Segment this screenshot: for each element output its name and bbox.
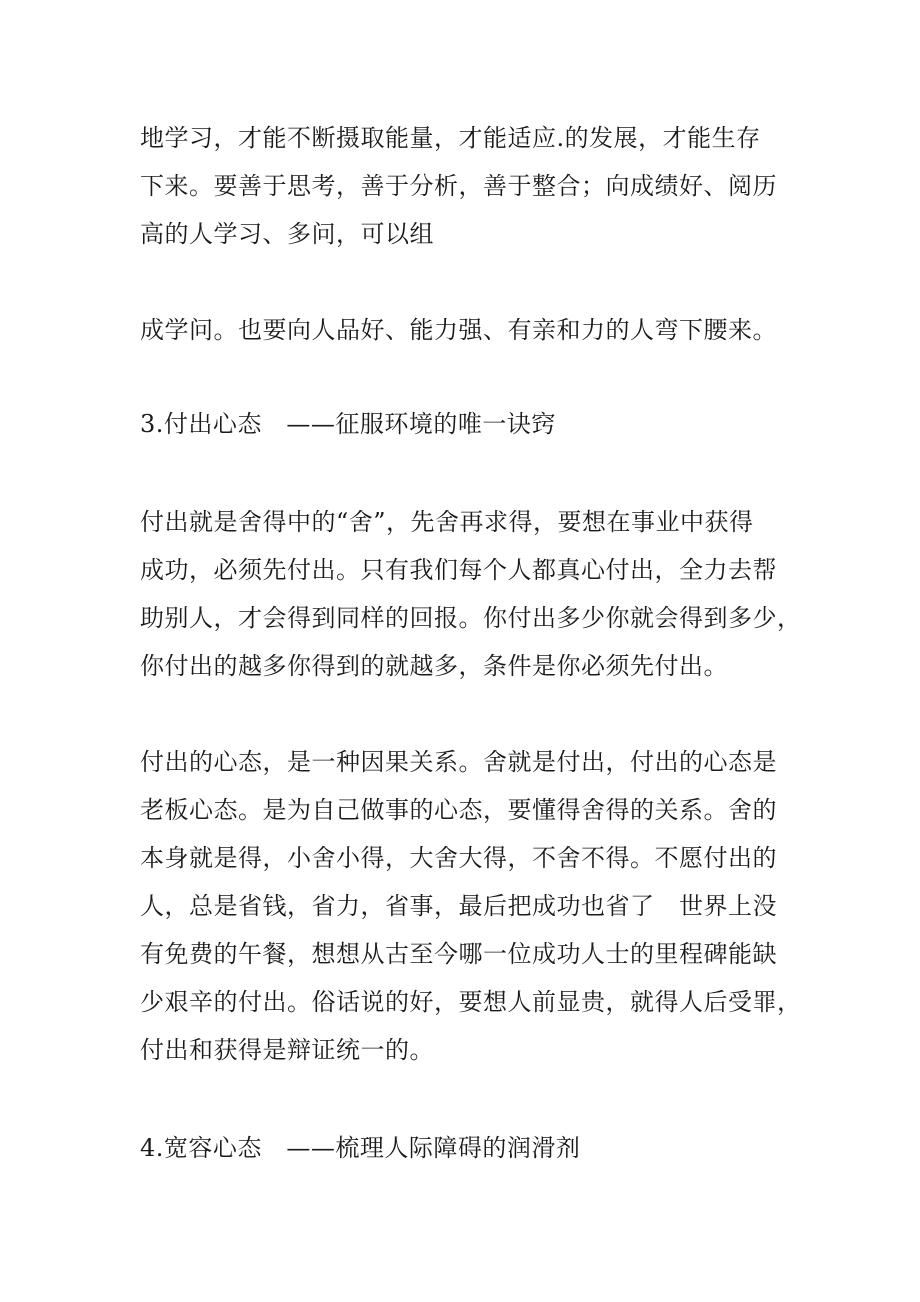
paragraph-1-line-2: 下来。要善于思考，善于分析，善于整合；向成绩好、阅历 [140,172,777,200]
paragraph-5-line-4: 人，总是省钱，省力，省事，最后把成功也省了 世界上没 [140,892,777,920]
paragraph-4-line-1: 付出就是舍得中的“舍”，先舍再求得，要想在事业中获得 [140,508,754,536]
section-heading-3: 3.付出心态 ——征服环境的唯一诀窍 [140,410,556,438]
paragraph-1-line-3: 高的人学习、多问，可以组 [140,220,434,248]
section-heading-4: 4.宽容心态 ——梳理人际障碍的润滑剂 [140,1134,581,1162]
paragraph-2-line-1: 成学问。也要向人品好、能力强、有亲和力的人弯下腰来。 [140,316,777,344]
paragraph-5-line-5: 有免费的午餐，想想从古至今哪一位成功人士的里程碑能缺 [140,940,777,968]
paragraph-4-line-3: 助别人，才会得到同样的回报。你付出多少你就会得到多少， [140,604,802,632]
paragraph-4-line-2: 成功，必须先付出。只有我们每个人都真心付出，全力去帮 [140,556,777,584]
paragraph-5-line-2: 老板心态。是为自己做事的心态，要懂得舍得的关系。舍的 [140,796,777,824]
paragraph-5-line-7: 付出和获得是辩证统一的。 [140,1036,434,1064]
paragraph-1-line-1: 地学习，才能不断摄取能量，才能适应.的发展，才能生存 [140,124,761,152]
paragraph-4-line-4: 你付出的越多你得到的就越多，条件是你必须先付出。 [140,652,728,680]
paragraph-5-line-1: 付出的心态，是一种因果关系。舍就是付出，付出的心态是 [140,748,777,776]
paragraph-5-line-3: 本身就是得，小舍小得，大舍大得，不舍不得。不愿付出的 [140,844,777,872]
paragraph-5-line-6: 少艰辛的付出。俗话说的好，要想人前显贵，就得人后受罪， [140,988,802,1016]
